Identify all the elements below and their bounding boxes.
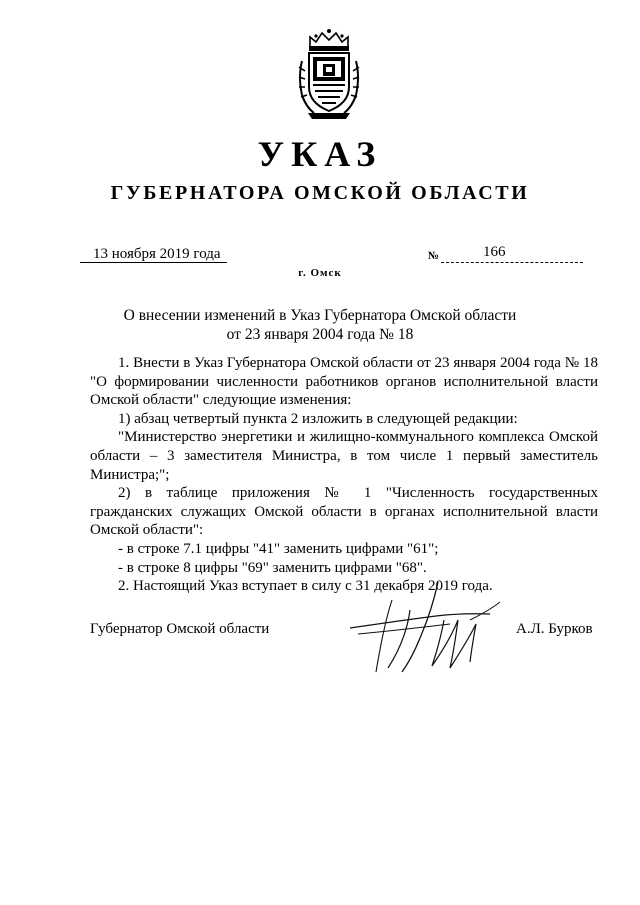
coat-of-arms-icon	[296, 27, 362, 121]
decree-subtitle: ГУБЕРНАТОРА ОМСКОЙ ОБЛАСТИ	[110, 182, 530, 204]
decree-date-field	[80, 245, 221, 263]
number-underline	[441, 244, 583, 263]
paragraph-6: - в строке 8 цифры "69" заменить цифрами "68".	[118, 559, 427, 576]
decree-number: 166	[483, 244, 506, 260]
paragraph-1: 1. Внести в Указ Губернатора Омской области от 23 января 2004 года № 18 "О формировании численности работников органов исполнительной власти Омской области" следующие изменения:	[90, 355, 598, 409]
paragraph-7: 2. Настоящий Указ вступает в силу с 31 декабря 2019 года.	[118, 578, 493, 595]
document-body	[90, 354, 598, 596]
document-heading-line-1: О внесении изменений в Указ Губернатора Омской области	[123, 307, 517, 324]
signatory-position: Губернатор Омской области	[90, 621, 270, 637]
document-heading-line-2: от 23 января 2004 года № 18	[226, 326, 414, 343]
document-heading	[0, 306, 640, 344]
decree-title: УКАЗ	[257, 134, 383, 174]
city-label: г. Омск	[298, 267, 342, 279]
decree-date: 13 ноября 2019 года	[93, 246, 221, 262]
paragraph-2: 1) абзац четвертый пункта 2 изложить в следующей редакции:	[118, 410, 518, 427]
paragraph-3: "Министерство энергетики и жилищно-коммунального комплекса Омской области – 3 заместителя Министра, в том числе 1 первый заместитель Министра;";	[90, 429, 598, 483]
number-label: №	[428, 250, 440, 262]
paragraph-5: - в строке 7.1 цифры "41" заменить цифрами "61";	[118, 540, 439, 557]
date-underline	[80, 262, 227, 263]
paragraph-4: 2) в таблице приложения № 1 "Численность государственных гражданских служащих Омской области в органах исполнительной власти Омской области":	[90, 485, 598, 539]
signatory-name: А.Л. Бурков	[516, 621, 593, 637]
handwritten-signature	[340, 580, 510, 676]
